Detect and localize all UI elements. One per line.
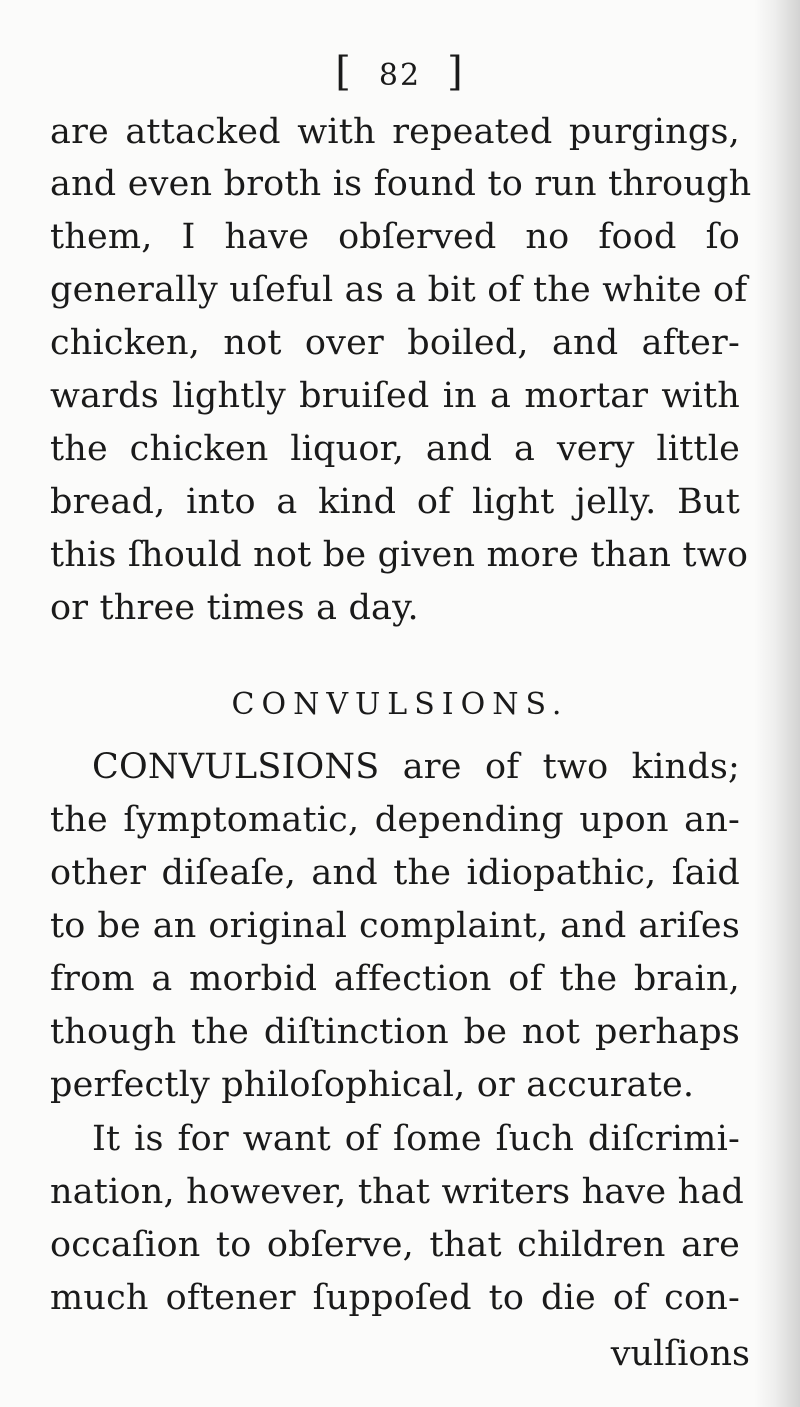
text-line: occaſion to obſerve, that children are — [50, 1225, 740, 1265]
text-line: chicken, not over boiled, and after- — [50, 323, 740, 363]
text-line: or three times a day. — [50, 588, 419, 628]
header-bracket-open: [ — [335, 49, 353, 95]
text-line: It is for want of ſome ſuch diſcrimi- — [92, 1119, 740, 1159]
section-heading: CONVULSIONS. — [231, 687, 569, 722]
text-line: to be an original complaint, and ariſes — [50, 906, 740, 946]
text-line: the chicken liquor, and a very little — [50, 429, 740, 469]
text-line: this ſhould not be given more than two — [50, 535, 749, 575]
text-line: other diſeaſe, and the idiopathic, ſaid — [50, 853, 740, 893]
catchword: vulſions — [610, 1334, 750, 1374]
page-header — [0, 44, 800, 104]
text-line: the ſymptomatic, depending upon an- — [50, 800, 740, 840]
text-line: CONVULSIONS are of two kinds; — [92, 747, 740, 787]
text-line: from a morbid affection of the brain, — [50, 959, 740, 999]
text-line: generally uſeful as a bit of the white of — [50, 270, 748, 310]
text-line: and even broth is found to run through — [50, 164, 752, 204]
text-line: nation, however, that writers have had — [50, 1172, 745, 1212]
text-line: much oftener ſuppoſed to die of con- — [50, 1278, 740, 1318]
text-line: wards lightly bruiſed in a mortar with — [50, 376, 740, 416]
text-line: perfectly philoſophical, or accurate. — [50, 1065, 695, 1105]
page-number: 82 — [378, 58, 422, 93]
text-line: bread, into a kind of light jelly. But — [50, 482, 740, 522]
text-line: them, I have obſerved no food ſo — [50, 217, 740, 257]
text-line: are attacked with repeated purgings, — [50, 112, 740, 152]
header-bracket-close: ] — [447, 49, 465, 95]
text-line: though the diſtinction be not perhaps — [50, 1012, 740, 1052]
